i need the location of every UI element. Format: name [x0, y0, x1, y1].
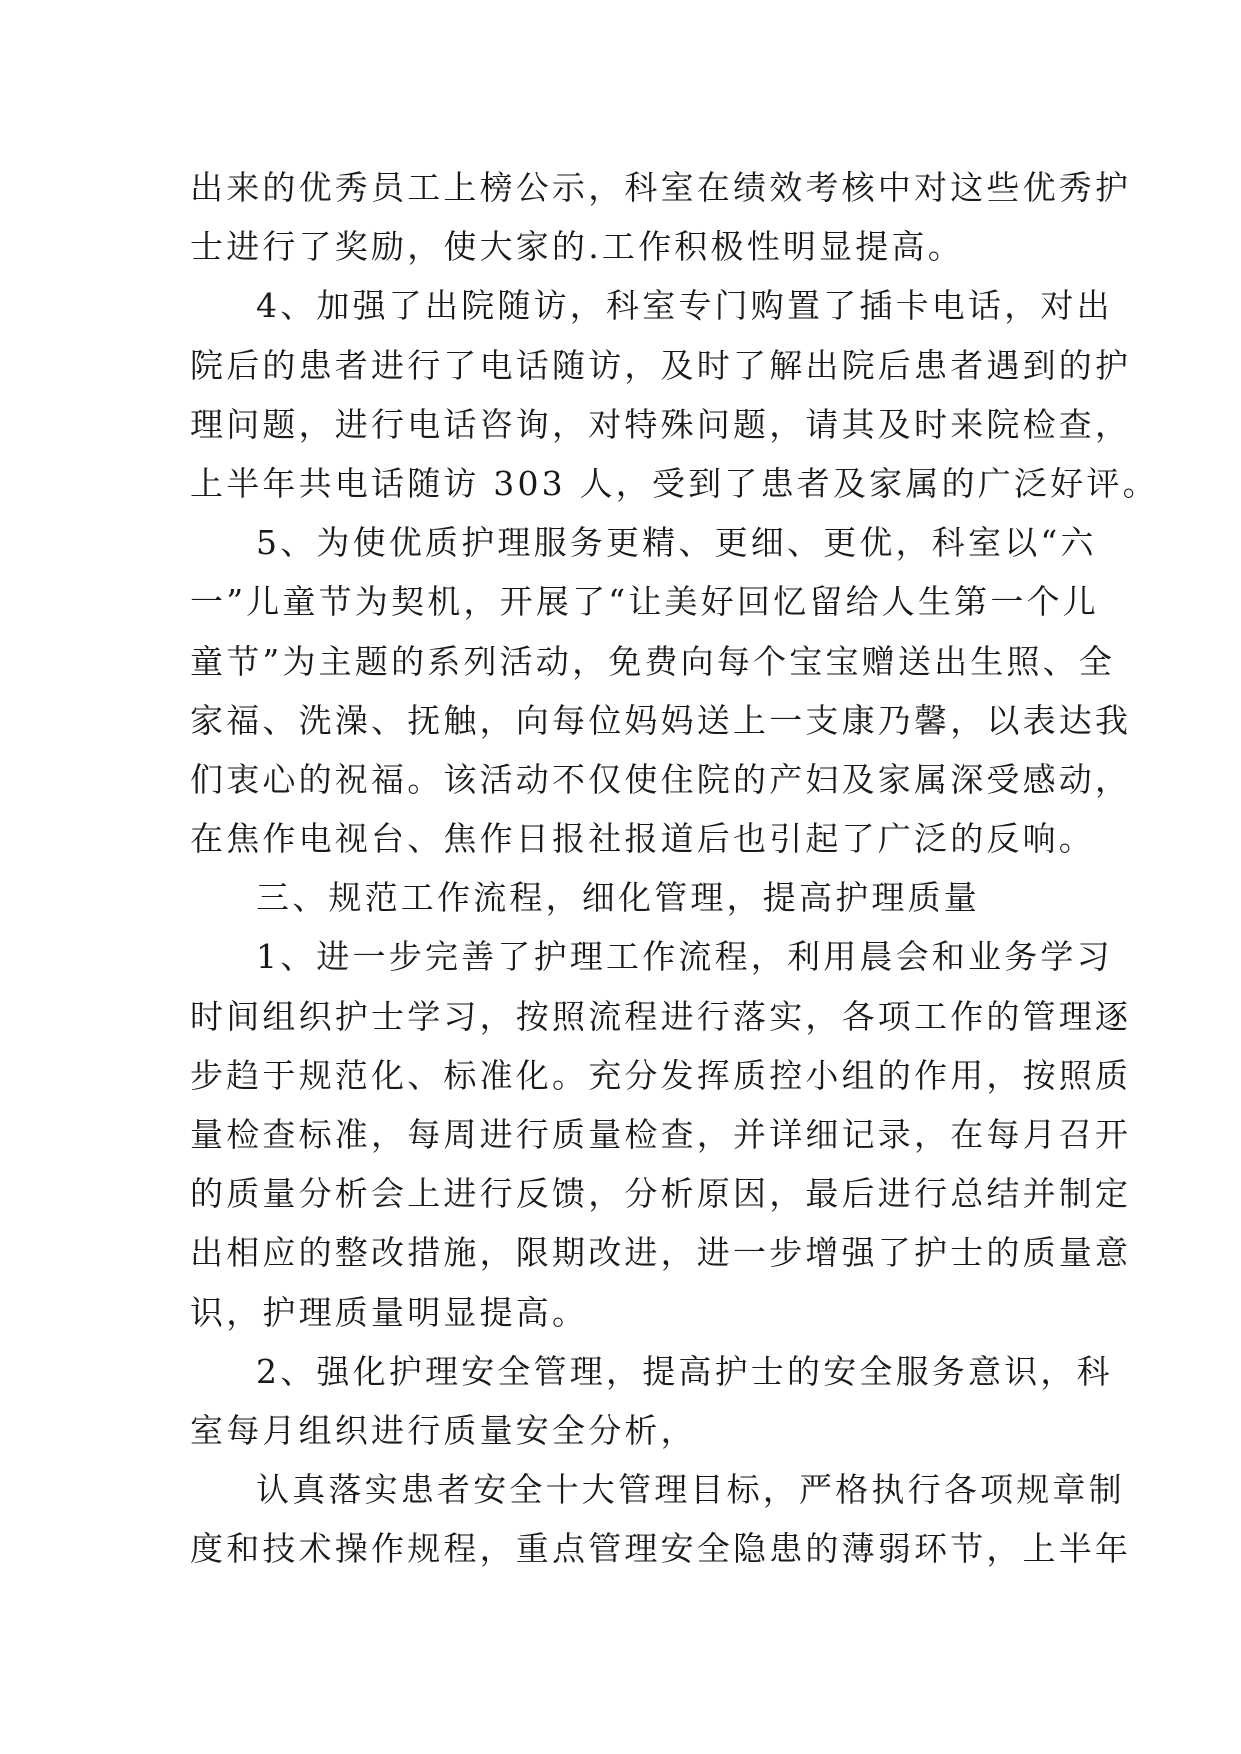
text-line: 的质量分析会上进行反馈，分析原因，最后进行总结并制定	[190, 1174, 1132, 1214]
text-line: 理问题，进行电话咨询，对特殊问题，请其及时来院检查，	[190, 404, 1132, 444]
text-line: 们衷心的祝福。该活动不仅使住院的产妇及家属深受感动，	[190, 759, 1132, 799]
text-line: 童节”为主题的系列活动，免费向每个宝宝赠送出生照、全	[190, 641, 1116, 681]
text-line: 识，护理质量明显提高。	[190, 1292, 589, 1332]
paragraph-start-line: 认真落实患者安全十大管理目标，严格执行各项规章制	[256, 1470, 1125, 1510]
paragraph-start-line: 2、强化护理安全管理，提高护士的安全服务意识，科	[256, 1351, 1113, 1391]
text-line: 时间组织护士学习，按照流程进行落实，各项工作的管理逐	[190, 996, 1132, 1036]
text-line: 在焦作电视台、焦作日报社报道后也引起了广泛的反响。	[190, 819, 1095, 859]
text-line: 出相应的整改措施，限期改进，进一步增强了护士的质量意	[190, 1233, 1132, 1273]
text-line: 室每月组织进行质量安全分析，	[190, 1410, 697, 1450]
text-line: 家福、洗澡、抚触，向每位妈妈送上一支康乃馨，以表达我	[190, 700, 1132, 740]
text-line: 上半年共电话随访 303 人，受到了患者及家属的广泛好评。	[190, 463, 1159, 503]
text-line: 院后的患者进行了电话随访，及时了解出院后患者遇到的护	[190, 345, 1132, 385]
paragraph-start-line: 5、为使优质护理服务更精、更细、更优，科室以“六	[256, 523, 1097, 563]
text-line: 出来的优秀员工上榜公示，科室在绩效考核中对这些优秀护	[190, 168, 1132, 207]
paragraph-start-line: 1、进一步完善了护理工作流程，利用晨会和业务学习	[256, 937, 1113, 977]
section-heading: 三、规范工作流程，细化管理，提高护理质量	[256, 878, 980, 918]
paragraph-start-line: 4、加强了出院随访，科室专门购置了插卡电话，对出	[256, 286, 1113, 326]
text-line: 量检查标准，每周进行质量检查，并详细记录，在每月召开	[190, 1115, 1132, 1154]
document-body	[190, 158, 1159, 1579]
text-line: 度和技术操作规程，重点管理安全隐患的薄弱环节，上半年	[190, 1529, 1132, 1569]
text-line: 一”儿童节为契机，开展了“让美好回忆留给人生第一个儿	[190, 582, 1099, 622]
text-line: 步趋于规范化、标准化。充分发挥质控小组的作用，按照质	[190, 1055, 1132, 1095]
text-line: 士进行了奖励，使大家的.工作积极性明显提高。	[190, 227, 964, 267]
